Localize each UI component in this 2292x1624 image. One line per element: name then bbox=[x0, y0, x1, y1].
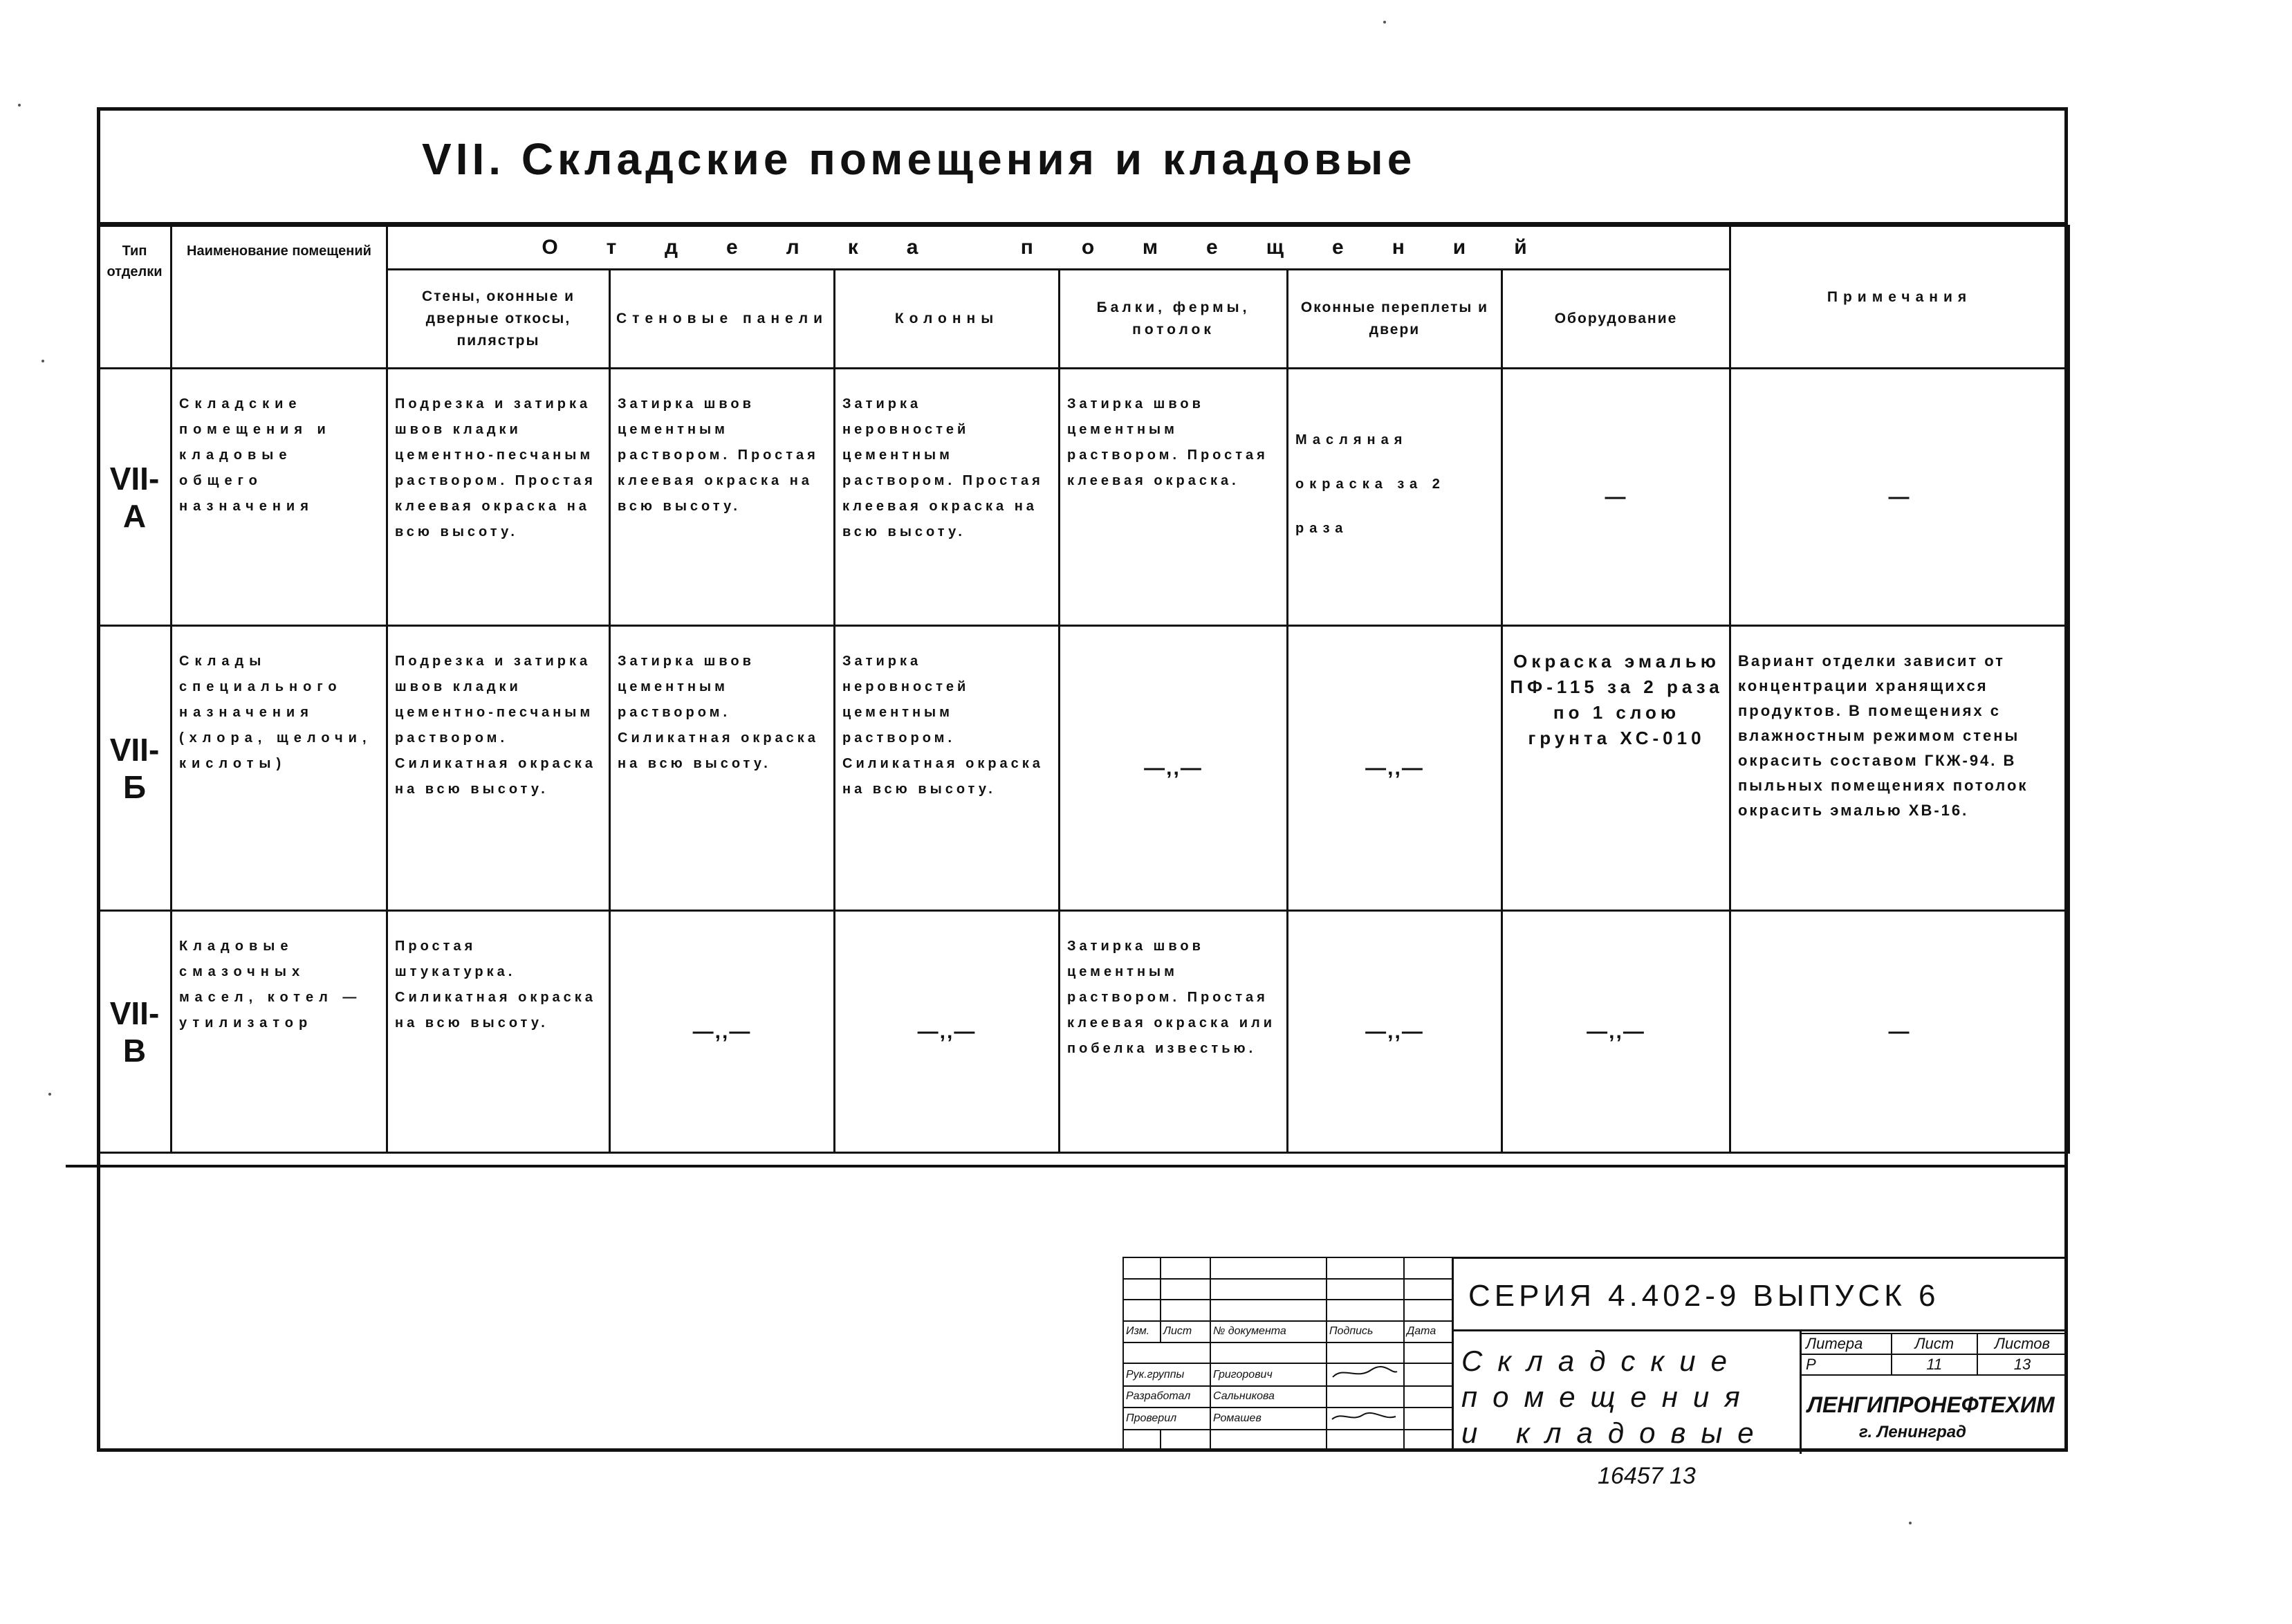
sheets-value: 13 bbox=[1977, 1354, 2067, 1375]
cell-notes: Вариант отделки зависит от концентрации хранящихся продуктов. В помещениях с влажностным режимом стены окрасить составом ГКЖ-94. В пыльных помещениях потолок окрасить эмалью ХВ-16. bbox=[1730, 626, 2069, 911]
row-type: VII-А bbox=[98, 369, 172, 626]
title-block bbox=[97, 107, 2068, 225]
header-equipment: Оборудование bbox=[1502, 270, 1730, 369]
scan-mark bbox=[1909, 1522, 1912, 1524]
cell-windows: —,,— bbox=[1288, 626, 1502, 911]
role-label bbox=[1123, 1342, 1210, 1364]
scan-mark bbox=[48, 1093, 51, 1096]
row-type: VII-В bbox=[98, 911, 172, 1153]
row-name: Склады специального назначения (хлора, щелочи, кислоты) bbox=[172, 626, 387, 911]
header-notes: Примечания bbox=[1730, 226, 2069, 369]
role-label: Разработал bbox=[1123, 1386, 1210, 1408]
litera-table bbox=[1800, 1333, 2068, 1376]
finishing-table bbox=[97, 225, 2070, 1154]
page-title: VII. Складские помещения и кладовые bbox=[422, 134, 1416, 184]
row-name: Складские помещения и кладовые общего назначения bbox=[172, 369, 387, 626]
sheet-value: 11 bbox=[1892, 1354, 1977, 1375]
col-doc: № документа bbox=[1210, 1321, 1327, 1342]
col-izm: Изм. bbox=[1123, 1321, 1161, 1342]
role-label: Рук.группы bbox=[1123, 1363, 1210, 1386]
series-label: СЕРИЯ 4.402-9 ВЫПУСК 6 bbox=[1468, 1279, 1940, 1313]
stamp-doc-title: Складские помещения и кладовые bbox=[1461, 1345, 1769, 1449]
cell-windows: —,,— bbox=[1288, 911, 1502, 1153]
person-name: Сальникова bbox=[1210, 1386, 1327, 1408]
city: г. Ленинград bbox=[1859, 1423, 1966, 1441]
cell-walls: Подрезка и затирка швов кладки цементно-песчаным раствором. Силикатная окраска на всю высоту. bbox=[387, 626, 610, 911]
col-list: Лист bbox=[1161, 1321, 1210, 1342]
cell-equipment: —,,— bbox=[1502, 911, 1730, 1153]
cell-walls: Простая штукатурка. Силикатная окраска на всю высоту. bbox=[387, 911, 610, 1153]
col-date: Дата bbox=[1404, 1321, 1452, 1342]
table-row bbox=[98, 626, 2069, 911]
cell-panels: Затирка швов цементным раствором. Силикатная окраска на всю высоту. bbox=[610, 626, 835, 911]
revision-grid bbox=[1122, 1257, 1453, 1452]
organization: ЛЕНГИПРОНЕФТЕХИМ bbox=[1807, 1392, 2055, 1417]
litera-label: Литера bbox=[1801, 1334, 1892, 1354]
cell-panels: —,,— bbox=[610, 911, 835, 1153]
signature bbox=[1327, 1363, 1404, 1386]
row-type: VII-Б bbox=[98, 626, 172, 911]
cell-equipment: — bbox=[1502, 369, 1730, 626]
cell-columns: Затирка неровностей цементным раствором. Силикатная окраска на всю высоту. bbox=[835, 626, 1060, 911]
litera-value: Р bbox=[1801, 1354, 1892, 1375]
cell-notes: — bbox=[1730, 911, 2069, 1153]
row-name: Кладовые смазочных масел, котел — утилизатор bbox=[172, 911, 387, 1153]
cell-walls: Подрезка и затирка швов кладки цементно-песчаным раствором. Простая клеевая окраска на всю высоту. bbox=[387, 369, 610, 626]
scan-mark bbox=[41, 360, 44, 362]
cell-notes: — bbox=[1730, 369, 2069, 626]
header-columns: Колонны bbox=[835, 270, 1060, 369]
divider-line bbox=[66, 1165, 2068, 1168]
cell-beams: —,,— bbox=[1060, 626, 1288, 911]
footer-number: 16457 13 bbox=[1598, 1463, 1696, 1489]
scan-mark bbox=[1383, 21, 1386, 24]
header-type: Тип отделки bbox=[98, 226, 172, 369]
sheets-label: Листов bbox=[1977, 1334, 2067, 1354]
cell-equipment: Окраска эмалью ПФ-115 за 2 раза по 1 слою грунта ХС-010 bbox=[1502, 626, 1730, 911]
col-sign: Подпись bbox=[1327, 1321, 1404, 1342]
header-walls: Стены, оконные и дверные откосы, пилястры bbox=[387, 270, 610, 369]
cell-columns: —,,— bbox=[835, 911, 1060, 1153]
scan-mark bbox=[18, 104, 21, 107]
header-panels: Стеновые панели bbox=[610, 270, 835, 369]
header-windows: Оконные переплеты и двери bbox=[1288, 270, 1502, 369]
cell-panels: Затирка швов цементным раствором. Простая клеевая окраска на всю высоту. bbox=[610, 369, 835, 626]
role-label: Проверил bbox=[1123, 1408, 1210, 1430]
cell-columns: Затирка неровностей цементным раствором. Простая клеевая окраска на всю высоту. bbox=[835, 369, 1060, 626]
cell-beams: Затирка швов цементным раствором. Простая клеевая окраска или побелка известью. bbox=[1060, 911, 1288, 1153]
signature bbox=[1327, 1408, 1404, 1430]
person-name: Ромашев bbox=[1210, 1408, 1327, 1430]
cell-windows: Масляная окраска за 2 раза bbox=[1288, 369, 1502, 626]
header-group: Отделка помещений bbox=[387, 226, 1730, 270]
table-row bbox=[98, 911, 2069, 1153]
sheet-label: Лист bbox=[1892, 1334, 1977, 1354]
header-beams: Балки, фермы, потолок bbox=[1060, 270, 1288, 369]
table-row bbox=[98, 369, 2069, 626]
person-name: Григорович bbox=[1210, 1363, 1327, 1386]
header-name: Наименование помещений bbox=[172, 226, 387, 369]
cell-beams: Затирка швов цементным раствором. Простая клеевая окраска. bbox=[1060, 369, 1288, 626]
title-stamp bbox=[1122, 1257, 2068, 1452]
